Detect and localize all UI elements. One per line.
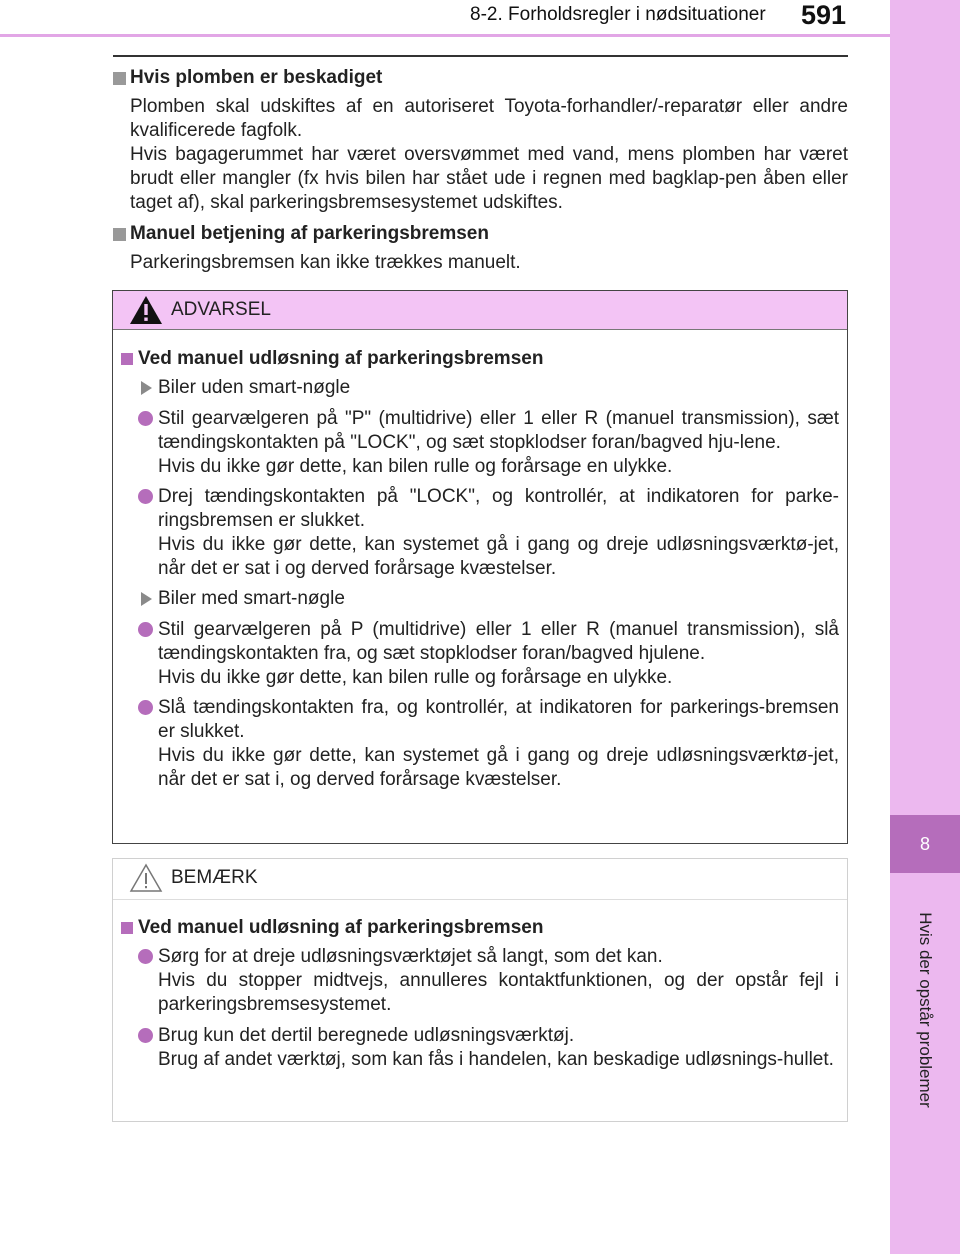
page-number: 591 [795, 0, 887, 32]
round-bullet-icon [138, 622, 153, 637]
subgroup-label: Biler med smart-nøgle [121, 587, 839, 611]
round-bullet-icon [138, 1028, 153, 1043]
warning-body [113, 330, 847, 792]
warning-triangle-icon [129, 295, 163, 325]
header-rule [0, 34, 890, 37]
warning-heading: Ved manuel udløsning af parkeringsbremsen [121, 347, 839, 371]
content-top-rule [113, 55, 848, 57]
square-bullet-icon [113, 72, 126, 85]
chapter-title: Hvis der opstår problemer [916, 912, 935, 1108]
note-heading: Ved manuel udløsning af parkeringsbremsen [121, 916, 839, 940]
round-bullet-icon [138, 489, 153, 504]
paragraph: Hvis bagagerummet har været oversvømmet med vand, mens plomben har været brudt eller mangler (fx hvis bilen har stået ude i regnen med bagklap-pen åben eller taget af), skal parkeringsbremsesystemet udskiftes. [130, 144, 848, 213]
warning-box [112, 290, 848, 844]
square-bullet-icon [121, 922, 133, 934]
square-bullet-icon [113, 228, 126, 241]
chapter-number-box [890, 815, 960, 873]
list-item: Drej tændingskontakten på "LOCK", og kontrollér, at indikatoren for parke-ringsbremsen er slukket. Hvis du ikke gør dette, kan systemet gå i gang og dreje udløsningsværktø-jet, når det er sat i og derved forårsage kvæstelser. [121, 485, 839, 581]
caution-outline-triangle-icon [129, 863, 163, 893]
note-header [113, 859, 847, 900]
list-item: Stil gearvælgeren på "P" (multidrive) eller 1 eller R (manuel transmission), sæt tændingskontakten på "LOCK", og sæt stopklodser foran/bagved hju-lene. Hvis du ikke gør dette, kan bilen rulle og forårsage en ulykke. [121, 407, 839, 479]
arrow-bullet-icon [141, 381, 152, 395]
list-item: Slå tændingskontakten fra, og kontrollér, at indikatoren for parkerings-bremsen er slukket. Hvis du ikke gør dette, kan systemet gå i gang og dreje udløsningsværktø-jet, når det er sat i, og derved forårsage kvæstelser. [121, 696, 839, 792]
round-bullet-icon [138, 949, 153, 964]
round-bullet-icon [138, 700, 153, 715]
section-heading: Manuel betjening af parkeringsbremsen [113, 222, 848, 246]
round-bullet-icon [138, 411, 153, 426]
note-body [113, 900, 847, 1072]
list-item: Brug kun det dertil beregnede udløsningsværktøj. Brug af andet værktøj, som kan fås i handelen, kan beskadige udløsnings-hullet. [121, 1024, 839, 1072]
warning-header [113, 291, 847, 330]
warning-title: ADVARSEL [171, 299, 271, 320]
list-item: Sørg for at dreje udløsningsværktøjet så langt, som det kan. Hvis du stopper midtvejs, annulleres kontaktfunktionen, og der opstår fejl i parkeringsbremsesystemet. [121, 945, 839, 1017]
square-bullet-icon [121, 353, 133, 365]
paragraph: Parkeringsbremsen kan ikke trækkes manuelt. [130, 252, 521, 273]
paragraph: Plomben skal udskiftes af en autoriseret Toyota-forhandler/-reparatør eller andre kvalificerede fagfolk. [130, 96, 848, 141]
page-header [0, 0, 890, 36]
main-content [113, 66, 848, 275]
note-box [112, 858, 848, 1122]
note-title: BEMÆRK [171, 867, 258, 888]
chapter-number: 8 [919, 834, 930, 854]
subgroup-label: Biler uden smart-nøgle [121, 376, 839, 400]
section-heading: Hvis plomben er beskadiget [113, 66, 848, 90]
section-title: 8-2. Forholdsregler i nødsituationer [470, 4, 766, 25]
list-item: Stil gearvælgeren på P (multidrive) eller 1 eller R (manuel transmission), slå tændingskontakten fra, og sæt stopklodser foran/bagved hjulene. Hvis du ikke gør dette, kan bilen rulle og forårsage en ulykke. [121, 618, 839, 690]
arrow-bullet-icon [141, 592, 152, 606]
